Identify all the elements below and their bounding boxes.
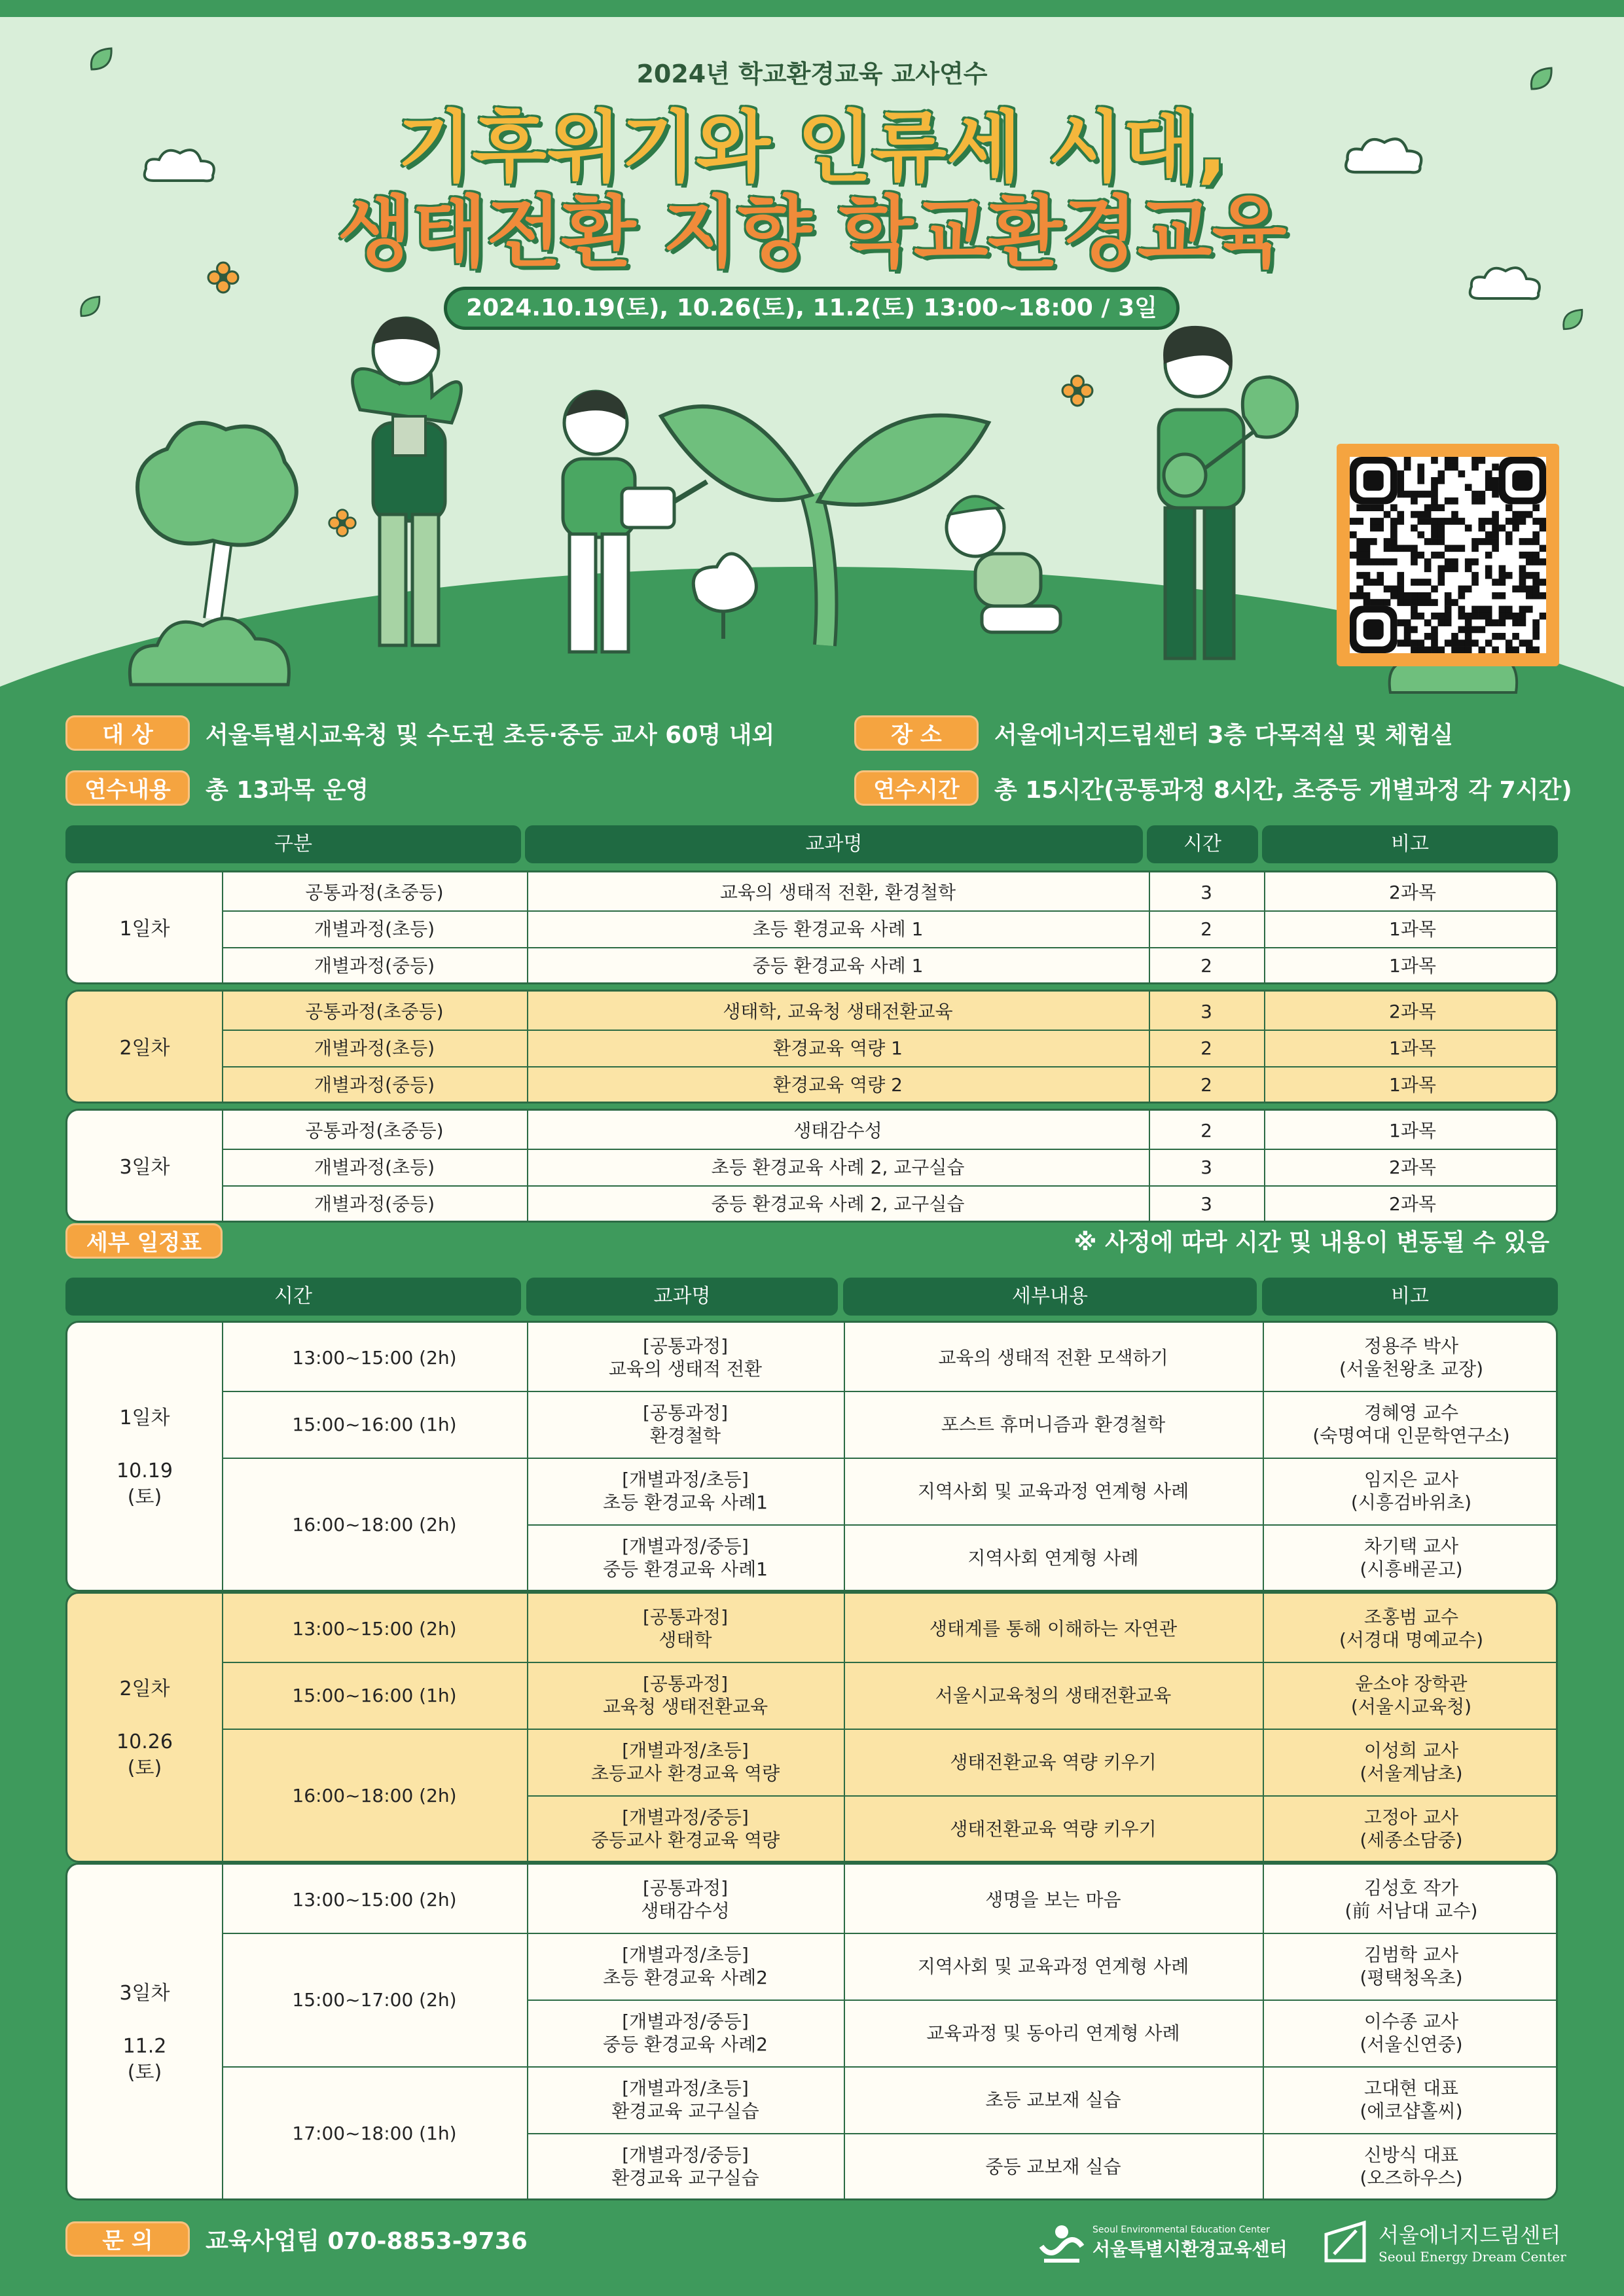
lecturer-name: 조홍범 교수 — [1363, 1606, 1459, 1628]
summary-note-cell: 1과목 — [1389, 1037, 1436, 1059]
place-value: 서울에너지드림센터 3층 다목적실 및 체험실 — [994, 721, 1454, 749]
lecturer-org: (서울신연중) — [1360, 2034, 1463, 2055]
page-title-line2: 생태전환 지향 학교환경교육 — [337, 187, 1287, 278]
schedule-day-day: 1일차 — [119, 1407, 170, 1430]
course-tag: [공통과정] — [642, 1673, 729, 1695]
summary-type-cell: 개별과정(초등) — [314, 1037, 435, 1059]
course-tag: [공통과정] — [642, 1335, 729, 1357]
summary-type-cell: 공통과정(초중등) — [305, 1119, 444, 1141]
schedule-day-group — [65, 1321, 1558, 1592]
course-title: 교육의 생태적 전환 — [608, 1358, 763, 1380]
course-tag: [개별과정/초등] — [622, 1944, 749, 1965]
summary-subject-cell: 중등 환경교육 사례 2, 교구실습 — [711, 1193, 965, 1215]
course-title: 생태감수성 — [641, 1900, 730, 1922]
schedule-note-cell — [1263, 1662, 1558, 1729]
lecturer-name: 임지은 교사 — [1363, 1469, 1459, 1490]
schedule-detail-cell: 초등 교보재 실습 — [985, 2089, 1121, 2111]
leaf-icon — [1558, 305, 1588, 335]
schedule-day-day: 2일차 — [119, 1677, 170, 1701]
schedule-header-time: 시간 — [65, 1278, 521, 1316]
lecturer-name: 이성희 교사 — [1363, 1740, 1459, 1761]
schedule-day-date: 10.26 — [117, 1730, 173, 1753]
course-title: 교육청 생태전환교육 — [602, 1696, 768, 1717]
summary-subject-cell: 초등 환경교육 사례 1 — [752, 918, 924, 940]
schedule-course-cell — [527, 1795, 844, 1862]
small-white-bush-icon — [684, 541, 763, 639]
lecturer-org: (숙명여대 인문학연구소) — [1312, 1425, 1510, 1446]
schedule-time-cell: 13:00~15:00 (2h) — [292, 1888, 457, 1910]
lecturer-name: 김범학 교사 — [1363, 1944, 1459, 1965]
seoul-env-edu-center-logo — [1038, 2220, 1288, 2266]
summary-note-cell: 2과목 — [1389, 1193, 1436, 1215]
summary-type-cell: 개별과정(초등) — [314, 1156, 435, 1178]
schedule-note-cell — [1263, 2000, 1558, 2066]
contact-row — [65, 2221, 528, 2257]
course-title: 환경교육 교구실습 — [611, 2100, 759, 2122]
schedule-note-cell — [1263, 1524, 1558, 1591]
schedule-note-cell — [1263, 1933, 1558, 2000]
time-badge: 연수시간 — [854, 770, 979, 806]
logo2-ko: 서울에너지드림센터 — [1379, 2223, 1561, 2248]
schedule-day-dow: (토) — [127, 1757, 162, 1780]
summary-hours-cell: 3 — [1200, 1000, 1212, 1022]
course-title: 환경철학 — [649, 1425, 721, 1446]
lecturer-org: (에코샵홀씨) — [1360, 2100, 1463, 2122]
summary-subject-cell: 교육의 생태적 전환, 환경철학 — [719, 881, 956, 903]
course-tag: [개별과정/중등] — [622, 2011, 749, 2032]
summary-note-cell: 2과목 — [1389, 881, 1436, 903]
summary-note-cell: 1과목 — [1389, 1119, 1436, 1141]
schedule-label-row — [65, 1221, 223, 1261]
lecturer-name: 김성호 작가 — [1363, 1877, 1459, 1899]
info-place — [854, 713, 1453, 753]
course-tag: [개별과정/초등] — [622, 2077, 749, 2099]
summary-note-cell: 1과목 — [1389, 918, 1436, 940]
summary-hours-cell: 2 — [1200, 1037, 1212, 1059]
place-badge: 장 소 — [854, 715, 979, 751]
schedule-detail-cell: 지역사회 연계형 사례 — [967, 1547, 1139, 1569]
lecturer-name: 정용주 박사 — [1363, 1335, 1459, 1357]
contact-badge: 문 의 — [65, 2221, 190, 2257]
lecturer-org: (서울천왕초 교장) — [1339, 1358, 1484, 1380]
schedule-course-cell — [527, 1524, 844, 1591]
summary-day-label: 2일차 — [119, 1037, 170, 1060]
course-title: 생태학 — [659, 1629, 712, 1651]
lecturer-org: (오즈하우스) — [1360, 2167, 1463, 2189]
lecturer-org: (세종소담중) — [1360, 1829, 1463, 1851]
schedule-day-block — [67, 1323, 222, 1592]
schedule-day-date: 10.19 — [117, 1459, 173, 1482]
schedule-day-block — [67, 1594, 222, 1863]
schedule-day-day: 3일차 — [119, 1982, 170, 2005]
schedule-time-cell: 16:00~18:00 (2h) — [292, 1784, 457, 1806]
schedule-course-cell — [527, 1595, 844, 1662]
schedule-badge: 세부 일정표 — [65, 1223, 223, 1259]
summary-subject-cell: 초등 환경교육 사례 2, 교구실습 — [711, 1156, 965, 1178]
schedule-detail-cell: 지역사회 및 교육과정 연계형 사례 — [917, 1480, 1189, 1502]
summary-note-cell: 2과목 — [1389, 1000, 1436, 1022]
summary-hours-cell: 3 — [1200, 881, 1212, 903]
summary-hours-cell: 2 — [1200, 1119, 1212, 1141]
course-tag: [공통과정] — [642, 1402, 729, 1424]
event-kicker: 2024년 학교환경교육 교사연수 — [636, 60, 988, 88]
summary-note-cell: 2과목 — [1389, 1156, 1436, 1178]
schedule-note-cell — [1263, 1729, 1558, 1795]
summary-subject-cell: 환경교육 역량 2 — [773, 1073, 903, 1096]
lecturer-org: (평택청옥초) — [1360, 1967, 1463, 1988]
schedule-course-cell — [527, 2066, 844, 2133]
summary-subject-cell: 환경교육 역량 1 — [773, 1037, 903, 1059]
schedule-notice: ※ 사정에 따라 시간 및 내용이 변동될 수 있음 — [1074, 1229, 1549, 1256]
summary-header-note: 비고 — [1262, 825, 1558, 863]
content-badge: 연수내용 — [65, 770, 190, 806]
kneeling-child-illustration — [923, 488, 1067, 665]
lecturer-name: 고대현 대표 — [1363, 2077, 1459, 2099]
lecturer-org: (시흥배곧고) — [1360, 1558, 1463, 1580]
logo1-ko: 서울특별시환경교육센터 — [1092, 2238, 1288, 2260]
schedule-course-cell — [527, 2000, 844, 2066]
contact-value: 교육사업팀 070-8853-9736 — [206, 2227, 528, 2255]
course-title: 중등교사 환경교육 역량 — [590, 1829, 780, 1851]
course-tag: [개별과정/초등] — [622, 1740, 749, 1761]
schedule-day-date: 11.2 — [122, 2034, 167, 2058]
schedule-note-cell — [1263, 1866, 1558, 1933]
summary-header-type: 구분 — [65, 825, 521, 863]
schedule-note-cell — [1263, 1795, 1558, 1862]
schedule-note-cell — [1263, 2066, 1558, 2133]
hero-section — [0, 17, 1624, 711]
schedule-detail-cell: 중등 교보재 실습 — [985, 2155, 1121, 2178]
course-title: 초등교사 환경교육 역량 — [590, 1763, 780, 1784]
summary-subject-cell: 중등 환경교육 사례 1 — [752, 954, 924, 977]
schedule-detail-cell: 포스트 휴머니즘과 환경철학 — [941, 1413, 1166, 1435]
summary-type-cell: 공통과정(초중등) — [305, 881, 444, 903]
schedule-course-cell — [527, 1729, 844, 1795]
lecturer-name: 윤소야 장학관 — [1355, 1673, 1468, 1695]
schedule-course-cell — [527, 1866, 844, 1933]
summary-hours-cell: 2 — [1200, 954, 1212, 977]
logo2-en: Seoul Energy Dream Center — [1379, 2249, 1566, 2265]
summary-day-group — [65, 990, 1558, 1103]
env-center-logo-icon — [1038, 2220, 1086, 2266]
summary-hours-cell: 3 — [1200, 1193, 1212, 1215]
schedule-course-cell — [527, 1324, 844, 1391]
schedule-detail-cell: 교육과정 및 동아리 연계형 사례 — [926, 2022, 1180, 2044]
schedule-course-cell — [527, 2133, 844, 2200]
flower-icon — [1060, 374, 1094, 408]
schedule-course-cell — [527, 1391, 844, 1458]
info-target — [65, 713, 774, 753]
schedule-header-course: 교과명 — [526, 1278, 838, 1316]
target-badge: 대 상 — [65, 715, 190, 751]
schedule-detail-cell: 서울시교육청의 생태전환교육 — [935, 1684, 1172, 1706]
lecturer-name: 고정아 교사 — [1363, 1806, 1459, 1828]
page-title-line1: 기후위기와 인류세 시대, — [397, 102, 1227, 192]
schedule-course-cell — [527, 1933, 844, 2000]
date-pill: 2024.10.19(토), 10.26(토), 11.2(토) 13:00~18:00 / 3일 — [444, 287, 1180, 330]
course-tag: [개별과정/중등] — [622, 2144, 749, 2166]
schedule-detail-cell: 생태계를 통해 이해하는 자연관 — [929, 1617, 1178, 1640]
leaf-icon — [75, 292, 105, 322]
summary-day-group — [65, 1109, 1558, 1223]
content-value: 총 13과목 운영 — [206, 776, 369, 804]
summary-hours-cell: 2 — [1200, 1073, 1212, 1096]
summary-note-cell: 1과목 — [1389, 954, 1436, 977]
summary-subject-cell: 생태감수성 — [793, 1119, 882, 1141]
info-content — [65, 768, 369, 808]
schedule-course-cell — [527, 1458, 844, 1524]
schedule-day-block — [67, 1865, 222, 2200]
time-value: 총 15시간(공통과정 8시간, 초중등 개별과정 각 7시간) — [994, 776, 1572, 804]
summary-type-cell: 개별과정(중등) — [314, 1073, 435, 1096]
energy-center-logo-icon — [1321, 2217, 1369, 2266]
summary-hours-cell: 2 — [1200, 918, 1212, 940]
schedule-detail-cell: 생태전환교육 역량 키우기 — [950, 1751, 1157, 1773]
schedule-course-cell — [527, 1662, 844, 1729]
top-bar — [0, 0, 1624, 17]
target-value: 서울특별시교육청 및 수도권 초등·중등 교사 60명 내외 — [206, 721, 775, 749]
schedule-time-cell: 16:00~18:00 (2h) — [292, 1513, 457, 1535]
course-title: 중등 환경교육 사례1 — [602, 1558, 768, 1580]
lecturer-name: 차기택 교사 — [1363, 1535, 1459, 1557]
summary-subject-cell: 생태학, 교육청 생태전환교육 — [723, 1000, 953, 1022]
course-tag: [개별과정/중등] — [622, 1806, 749, 1828]
schedule-detail-cell: 생태전환교육 역량 키우기 — [950, 1818, 1157, 1840]
lecturer-name: 경혜영 교수 — [1363, 1402, 1459, 1424]
schedule-header-detail: 세부내용 — [843, 1278, 1257, 1316]
schedule-time-cell: 15:00~16:00 (1h) — [292, 1413, 457, 1435]
lecturer-org: (서울계남초) — [1360, 1763, 1463, 1784]
course-title: 중등 환경교육 사례2 — [602, 2034, 768, 2055]
schedule-day-group — [65, 1863, 1558, 2200]
summary-day-group — [65, 870, 1558, 984]
schedule-detail-cell: 교육의 생태적 전환 모색하기 — [938, 1346, 1168, 1369]
schedule-time-cell: 17:00~18:00 (1h) — [292, 2122, 457, 2144]
summary-day-label: 1일차 — [119, 918, 170, 941]
schedule-time-cell: 13:00~15:00 (2h) — [292, 1346, 457, 1369]
course-tag: [개별과정/중등] — [622, 1535, 749, 1557]
summary-header-hours: 시간 — [1147, 825, 1258, 863]
course-title: 초등 환경교육 사례2 — [602, 1967, 768, 1988]
logo1-en: Seoul Environmental Education Center — [1092, 2225, 1270, 2235]
qr-code-icon — [1350, 457, 1546, 653]
lecturer-name: 이수종 교사 — [1363, 2011, 1459, 2032]
summary-type-cell: 개별과정(중등) — [314, 1193, 435, 1215]
summary-header-subject: 교과명 — [525, 825, 1143, 863]
course-title: 환경교육 교구실습 — [611, 2167, 759, 2189]
schedule-note-cell — [1263, 1391, 1558, 1458]
schedule-header-note: 비고 — [1262, 1278, 1558, 1316]
course-tag: [공통과정] — [642, 1606, 729, 1628]
lecturer-org: (시흥검바위초) — [1350, 1492, 1472, 1513]
bush-icon — [124, 593, 295, 691]
summary-hours-cell: 3 — [1200, 1156, 1212, 1178]
schedule-note-cell — [1263, 1595, 1558, 1662]
person-with-plant-illustration — [321, 305, 504, 658]
schedule-time-cell: 15:00~17:00 (2h) — [292, 1988, 457, 2011]
schedule-day-dow: (토) — [127, 2061, 162, 2085]
lecturer-name: 신방식 대표 — [1363, 2144, 1459, 2166]
summary-type-cell: 공통과정(초중등) — [305, 1000, 444, 1022]
schedule-time-cell: 15:00~16:00 (1h) — [292, 1684, 457, 1706]
schedule-day-group — [65, 1592, 1558, 1863]
schedule-day-dow: (토) — [127, 1486, 162, 1509]
lecturer-org: (서경대 명예교수) — [1339, 1629, 1484, 1651]
summary-day-label: 3일차 — [119, 1156, 170, 1179]
summary-type-cell: 개별과정(중등) — [314, 954, 435, 977]
course-title: 초등 환경교육 사례1 — [602, 1492, 768, 1513]
info-time — [854, 768, 1572, 808]
lecturer-org: (前 서남대 교수) — [1344, 1900, 1478, 1922]
schedule-note-cell — [1263, 1458, 1558, 1524]
summary-note-cell: 1과목 — [1389, 1073, 1436, 1096]
seoul-energy-dream-center-logo — [1321, 2217, 1566, 2266]
summary-type-cell: 개별과정(초등) — [314, 918, 435, 940]
schedule-note-cell — [1263, 1324, 1558, 1391]
schedule-detail-cell: 생명을 보는 마음 — [985, 1888, 1121, 1910]
lecturer-org: (서울시교육청) — [1350, 1696, 1472, 1717]
qr-code[interactable] — [1337, 444, 1559, 666]
schedule-note-cell — [1263, 2133, 1558, 2200]
schedule-detail-cell: 지역사회 및 교육과정 연계형 사례 — [917, 1955, 1189, 1977]
course-tag: [개별과정/초등] — [622, 1469, 749, 1490]
course-tag: [공통과정] — [642, 1877, 729, 1899]
person-with-tree-illustration — [1113, 318, 1309, 672]
schedule-time-cell: 13:00~15:00 (2h) — [292, 1617, 457, 1640]
